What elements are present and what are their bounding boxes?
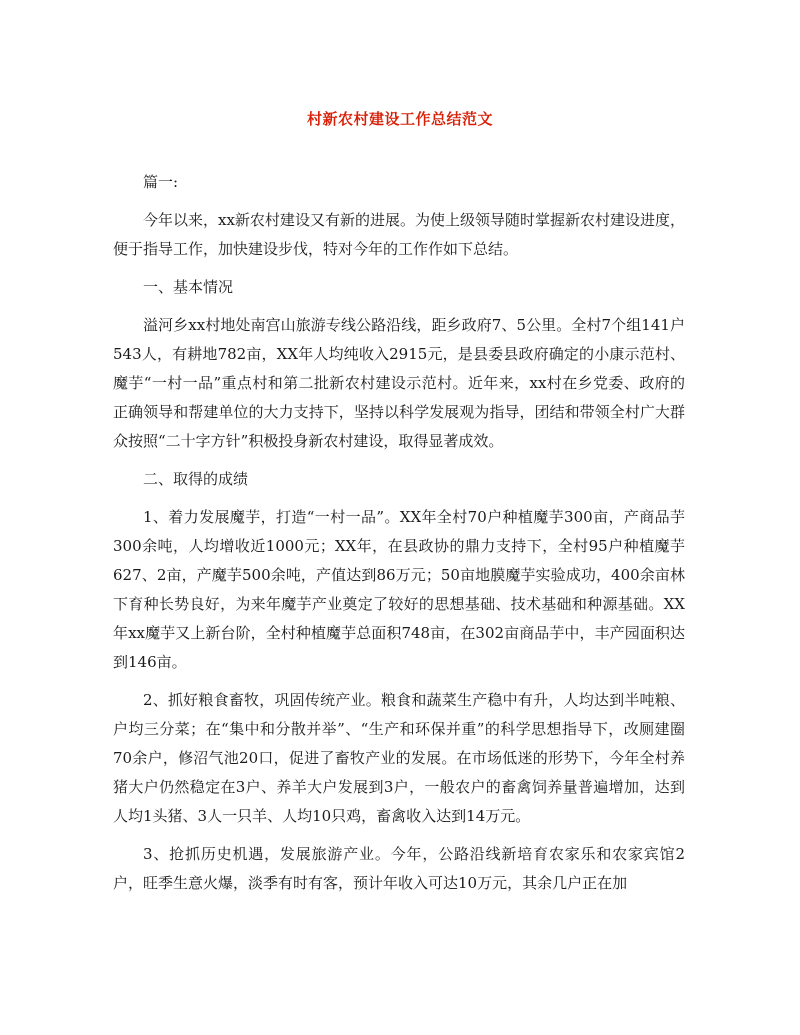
paragraph-intro: 今年以来，xx新农村建设又有新的进展。为使上级领导随时掌握新农村建设进度，便于指导工作，加快建设步伐，特对今年的工作作如下总结。: [113, 211, 685, 258]
heading-basic-situation: 一、基本情况: [143, 278, 234, 296]
document-title: 村新农村建设工作总结范文: [306, 110, 493, 128]
paragraph-achievement-tourism: 3、抢抓历史机遇，发展旅游产业。今年，公路沿线新培育农家乐和农家宾馆2户，旺季生意火爆，淡季有时有客，预计年收入可达10万元，其余几户正在加: [113, 845, 685, 892]
paragraph-basic-situation: 溢河乡xx村地处南宫山旅游专线公路沿线，距乡政府7、5公里。全村7个组141户543人，有耕地782亩，XX年人均纯收入2915元，是县委县政府确定的小康示范村、魔芋“一村一品”重点村和第二批新农村建设示范村。近年来，xx村在乡党委、政府的正确领导和帮建单位的大力支持下，坚持以科学发展观为指导，团结和带领全村广大群众按照“二十字方针”积极投身新农村建设，取得显著成效。: [113, 316, 685, 450]
paragraph-achievement-konjac: 1、着力发展魔芋，打造“一村一品”。XX年全村70户种植魔芋300亩，产商品芋300余吨，人均增收近1000元；XX年，在县政协的鼎力支持下，全村95户种植魔芋627、2亩，产魔芋500余吨，产值达到86万元；50亩地膜魔芋实验成功，400余亩林下育种长势良好，为来年魔芋产业奠定了较好的思想基础、技术基础和种源基础。XX年xx魔芋又上新台阶，全村种植魔芋总面积748亩，在302亩商品芋中，丰产园面积达到146亩。: [113, 508, 685, 671]
paragraph-section-label: 篇一:: [143, 173, 179, 191]
document-body: [113, 168, 685, 907]
paragraph-achievement-grain-livestock: 2、抓好粮食畜牧，巩固传统产业。粮食和蔬菜生产稳中有升，人均达到半吨粮、户均三分菜；在“集中和分散并举”、“生产和环保并重”的科学思想指导下，改厕建圈70余户，修沼气池20口，促进了畜牧产业的发展。在市场低迷的形势下，今年全村养猪大户仍然稳定在3户、养羊大户发展到3户，一般农户的畜禽饲养量普遍增加，达到人均1头猪、3人一只羊、人均10只鸡，畜禽收入达到14万元。: [113, 691, 685, 825]
heading-achievements: 二、取得的成绩: [143, 470, 249, 488]
